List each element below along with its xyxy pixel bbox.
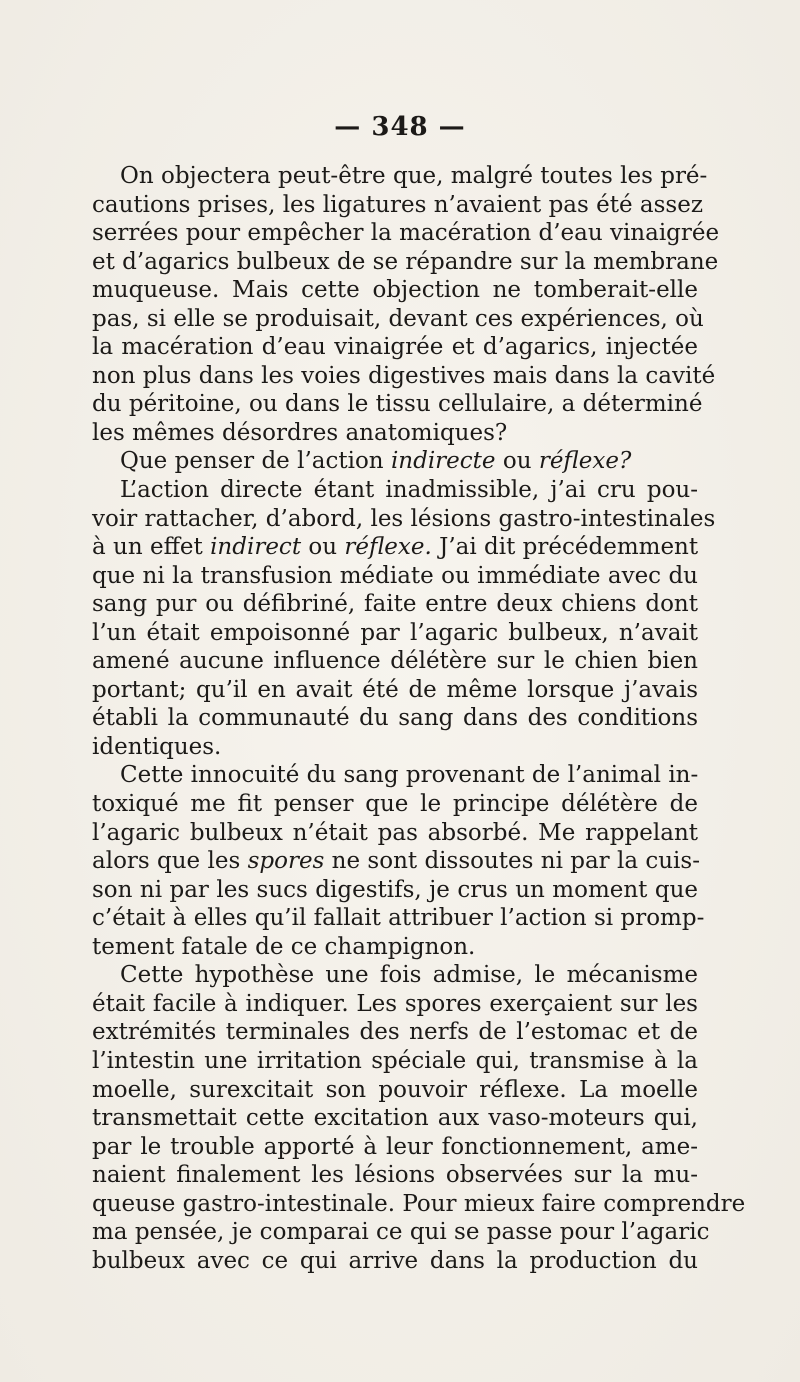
text-line [92, 162, 708, 191]
text-segment: Cette hypothèse une fois admise, le mécanisme [120, 962, 698, 989]
italic-text: spores [247, 848, 325, 875]
text-line [92, 819, 698, 848]
text-line [92, 333, 698, 362]
text-line [92, 990, 698, 1019]
text-segment: l’un était empoisonné par l’agaric bulbeux, n’avait [92, 619, 698, 646]
text-line [92, 191, 703, 220]
text-line [92, 704, 698, 733]
text-line [92, 1190, 746, 1219]
text-line [92, 276, 698, 305]
text-segment: Que penser de l’action [120, 448, 391, 475]
text-line [92, 876, 698, 905]
text-line [92, 1018, 698, 1047]
text-segment: la macération d’eau vinaigrée et d’agarics, injectée [92, 334, 698, 361]
text-segment: les mêmes désordres anatomiques? [92, 419, 508, 446]
text-segment: à un effet [92, 534, 211, 561]
text-line [92, 590, 698, 619]
text-line [92, 219, 720, 248]
text-segment: On objectera peut-être que, malgré toutes les pré- [120, 163, 708, 189]
text-segment: que ni la transfusion médiate ou immédiate avec du [92, 562, 698, 589]
text-segment: portant; qu’il en avait été de même lorsque j’avais [92, 676, 698, 703]
text-segment: Cette innocuité du sang provenant de l’animal in- [120, 762, 699, 789]
text-segment: c’était à elles qu’il fallait attribuer l’action si promp- [92, 905, 705, 932]
text-line [92, 305, 704, 334]
text-segment: pas, si elle se produisait, devant ces expériences, où [92, 305, 704, 332]
text-segment: l’agaric bulbeux n’était pas absorbé. Me rappelant [92, 819, 698, 846]
text-segment: ne sont dissoutes ni par la cuis- [324, 848, 700, 875]
text-segment: ma pensée, je comparai ce qui se passe pour l’agaric [92, 1219, 710, 1246]
text-line [92, 1247, 698, 1276]
text-segment: J’ai dit précédemment [431, 534, 699, 561]
text-segment: alors que les [92, 848, 248, 875]
text-segment: ou [301, 534, 345, 561]
text-line [92, 1047, 698, 1076]
text-line [92, 933, 698, 962]
text-segment: serrées pour empêcher la macération d’eau vinaigrée [92, 220, 720, 247]
text-line [92, 904, 705, 933]
italic-text: réflexe? [538, 448, 632, 475]
text-segment: identiques. [92, 733, 222, 760]
text-line [92, 419, 698, 448]
text-line [92, 1133, 698, 1162]
italic-text: indirect [210, 534, 302, 561]
text-segment: sang pur ou défibriné, faite entre deux chiens dont [92, 591, 698, 618]
text-line [92, 790, 698, 819]
text-segment: ou [495, 448, 539, 475]
text-line [92, 847, 698, 876]
text-line [92, 248, 719, 277]
text-segment: tement fatale de ce champignon. [92, 933, 476, 960]
text-line [92, 676, 698, 705]
text-line [92, 362, 716, 391]
text-segment: extrémités terminales des nerfs de l’estomac et de [92, 1019, 698, 1046]
text-segment: du péritoine, ou dans le tissu cellulaire, a déterminé [92, 391, 703, 418]
text-segment: cautions prises, les ligatures n’avaient pas été assez [92, 191, 703, 218]
text-segment: muqueuse. Mais cette objection ne tomberait-elle [92, 277, 698, 304]
text-segment: par le trouble apporté à leur fonctionnement, ame- [92, 1133, 698, 1160]
text-segment: naient finalement les lésions observées sur la mu- [92, 1162, 698, 1189]
text-segment: et d’agarics bulbeux de se répandre sur la membrane [92, 248, 719, 275]
text-line [92, 505, 716, 534]
text-line [92, 733, 698, 762]
text-line [92, 961, 698, 990]
text-segment: bulbeux avec ce qui arrive dans la production du [92, 1247, 698, 1274]
text-line [92, 647, 698, 676]
text-segment: moelle, surexcitait son pouvoir réflexe. La moelle [92, 1076, 698, 1103]
text-segment: L’action directe étant inadmissible, j’ai cru pou- [120, 477, 698, 504]
text-segment: établi la communauté du sang dans des conditions [92, 705, 698, 732]
italic-text: indirecte [390, 448, 496, 475]
text-line [92, 1161, 698, 1190]
text-line [92, 1104, 698, 1133]
text-segment: amené aucune influence délétère sur le chien bien [92, 648, 698, 675]
italic-text: réflexe. [344, 534, 432, 561]
text-segment: son ni par les sucs digestifs, je crus un moment que [92, 876, 698, 903]
text-line [92, 447, 698, 476]
text-line [92, 533, 698, 562]
text-segment: voir rattacher, d’abord, les lésions gastro-intestinales [92, 505, 716, 532]
text-segment: était facile à indiquer. Les spores exerçaient sur les [92, 990, 698, 1017]
text-line [92, 390, 703, 419]
text-line [92, 761, 698, 790]
text-segment: transmettait cette excitation aux vaso-moteurs qui, [92, 1105, 698, 1132]
text-line [92, 562, 698, 591]
page-number: — 348 — [334, 112, 466, 142]
text-segment: queuse gastro-intestinale. Pour mieux faire comprendre [92, 1190, 746, 1217]
text-line [92, 1218, 710, 1247]
text-segment: l’intestin une irritation spéciale qui, transmise à la [92, 1047, 698, 1074]
text-segment: toxiqué me fit penser que le principe délétère de [92, 791, 698, 818]
body-text [92, 162, 746, 1275]
text-line [92, 476, 698, 505]
text-segment: non plus dans les voies digestives mais dans la cavité [92, 362, 716, 389]
text-line [92, 1076, 698, 1105]
text-line [92, 619, 698, 648]
